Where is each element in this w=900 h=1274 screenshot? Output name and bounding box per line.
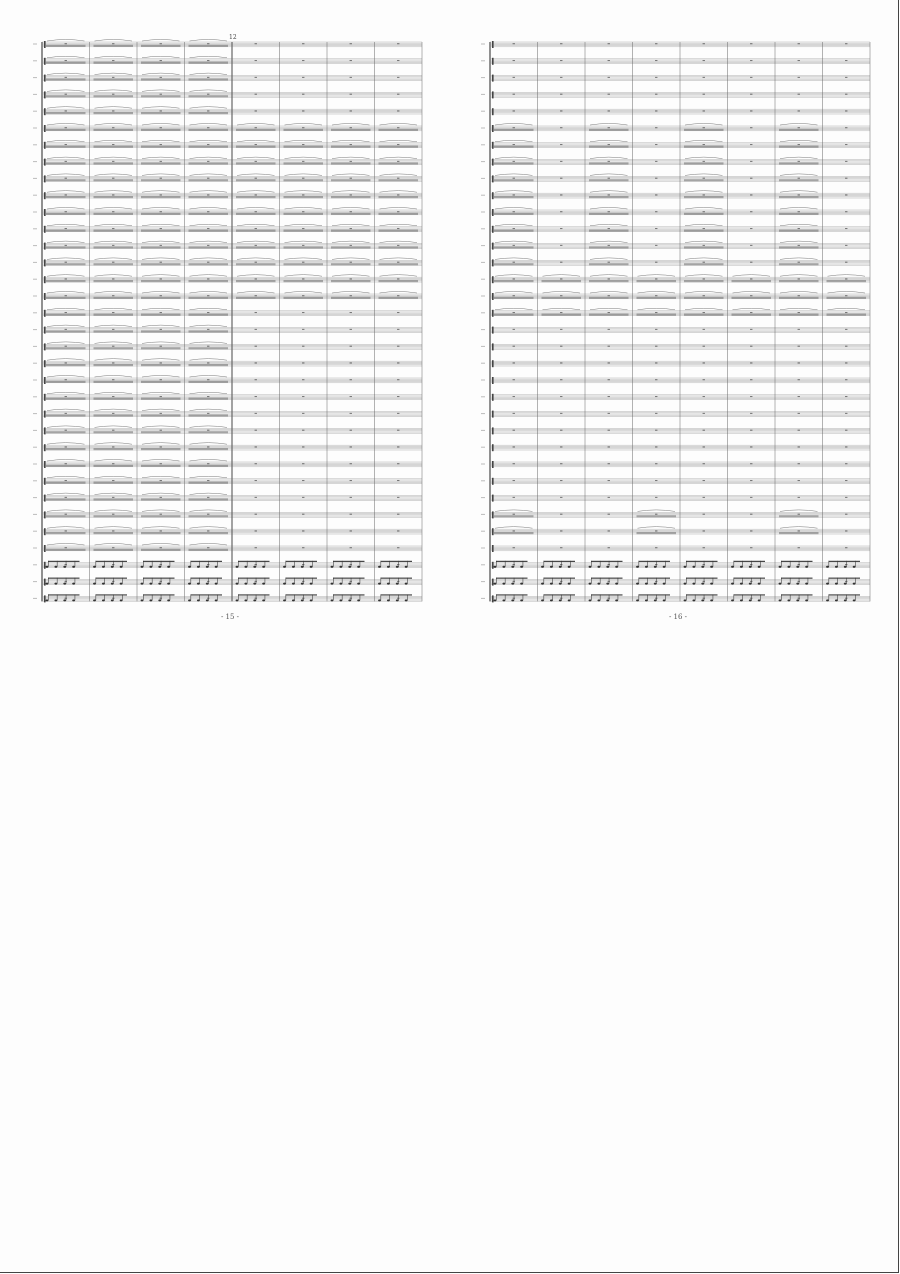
- staff: [33, 56, 422, 65]
- staff: [33, 73, 422, 82]
- staff: [33, 40, 422, 49]
- staff: [481, 224, 870, 233]
- staff: [481, 495, 870, 502]
- staff: [481, 327, 870, 334]
- staff: [33, 174, 422, 183]
- staff: [33, 527, 422, 536]
- staff: [33, 594, 422, 602]
- staff: [33, 510, 422, 519]
- staff: [33, 275, 422, 284]
- score-system-right: [478, 30, 878, 610]
- staff: [481, 444, 870, 451]
- staff: [481, 461, 870, 468]
- staff: [481, 258, 870, 267]
- staff: [481, 510, 870, 519]
- staff: [33, 359, 422, 368]
- staff: [33, 443, 422, 452]
- staff: [33, 342, 422, 351]
- staff: [481, 41, 870, 48]
- staff: [33, 191, 422, 200]
- staff: [33, 292, 422, 301]
- staff: [481, 140, 870, 149]
- staff: [481, 411, 870, 418]
- staff: [481, 343, 870, 350]
- staff: [33, 578, 422, 586]
- staff: [481, 545, 870, 552]
- staff: [481, 292, 870, 301]
- staff: [481, 561, 870, 569]
- page-number-right: - 16 -: [668, 613, 688, 621]
- score-page-right: [478, 30, 878, 630]
- staff: [33, 258, 422, 267]
- staff: [481, 394, 870, 401]
- staff: [481, 594, 870, 602]
- staff: [481, 108, 870, 115]
- staff: [481, 578, 870, 586]
- staff: [33, 392, 422, 401]
- staff: [481, 377, 870, 384]
- staff: [481, 308, 870, 317]
- staff: [33, 90, 422, 99]
- staff: [481, 208, 870, 217]
- page-number-left: - 15 -: [220, 613, 240, 621]
- staff: [33, 107, 422, 116]
- staff: [33, 157, 422, 166]
- staff: [481, 91, 870, 98]
- staff: [33, 409, 422, 418]
- staff: [33, 325, 422, 334]
- staff: [33, 140, 422, 149]
- staff: [481, 75, 870, 82]
- staff: [33, 208, 422, 217]
- staff: [481, 427, 870, 434]
- staff: [481, 157, 870, 166]
- staff: [481, 275, 870, 284]
- staff: [481, 174, 870, 183]
- staff: [33, 426, 422, 435]
- staff: [33, 308, 422, 317]
- staff: [33, 493, 422, 502]
- score-system-left: [30, 30, 430, 610]
- rehearsal-mark: 12: [229, 34, 237, 41]
- staff: [33, 476, 422, 485]
- staff: [33, 124, 422, 133]
- staff: [33, 224, 422, 233]
- staff: [481, 360, 870, 367]
- staff: [481, 527, 870, 536]
- staff: [481, 191, 870, 200]
- staff: [33, 376, 422, 385]
- staff: [33, 544, 422, 553]
- staff: [33, 460, 422, 469]
- staff: [481, 58, 870, 65]
- staff: [481, 478, 870, 485]
- staff: [33, 561, 422, 569]
- staff: [33, 241, 422, 250]
- staff: [481, 124, 870, 133]
- score-page-left: [30, 30, 430, 630]
- staff: [481, 241, 870, 250]
